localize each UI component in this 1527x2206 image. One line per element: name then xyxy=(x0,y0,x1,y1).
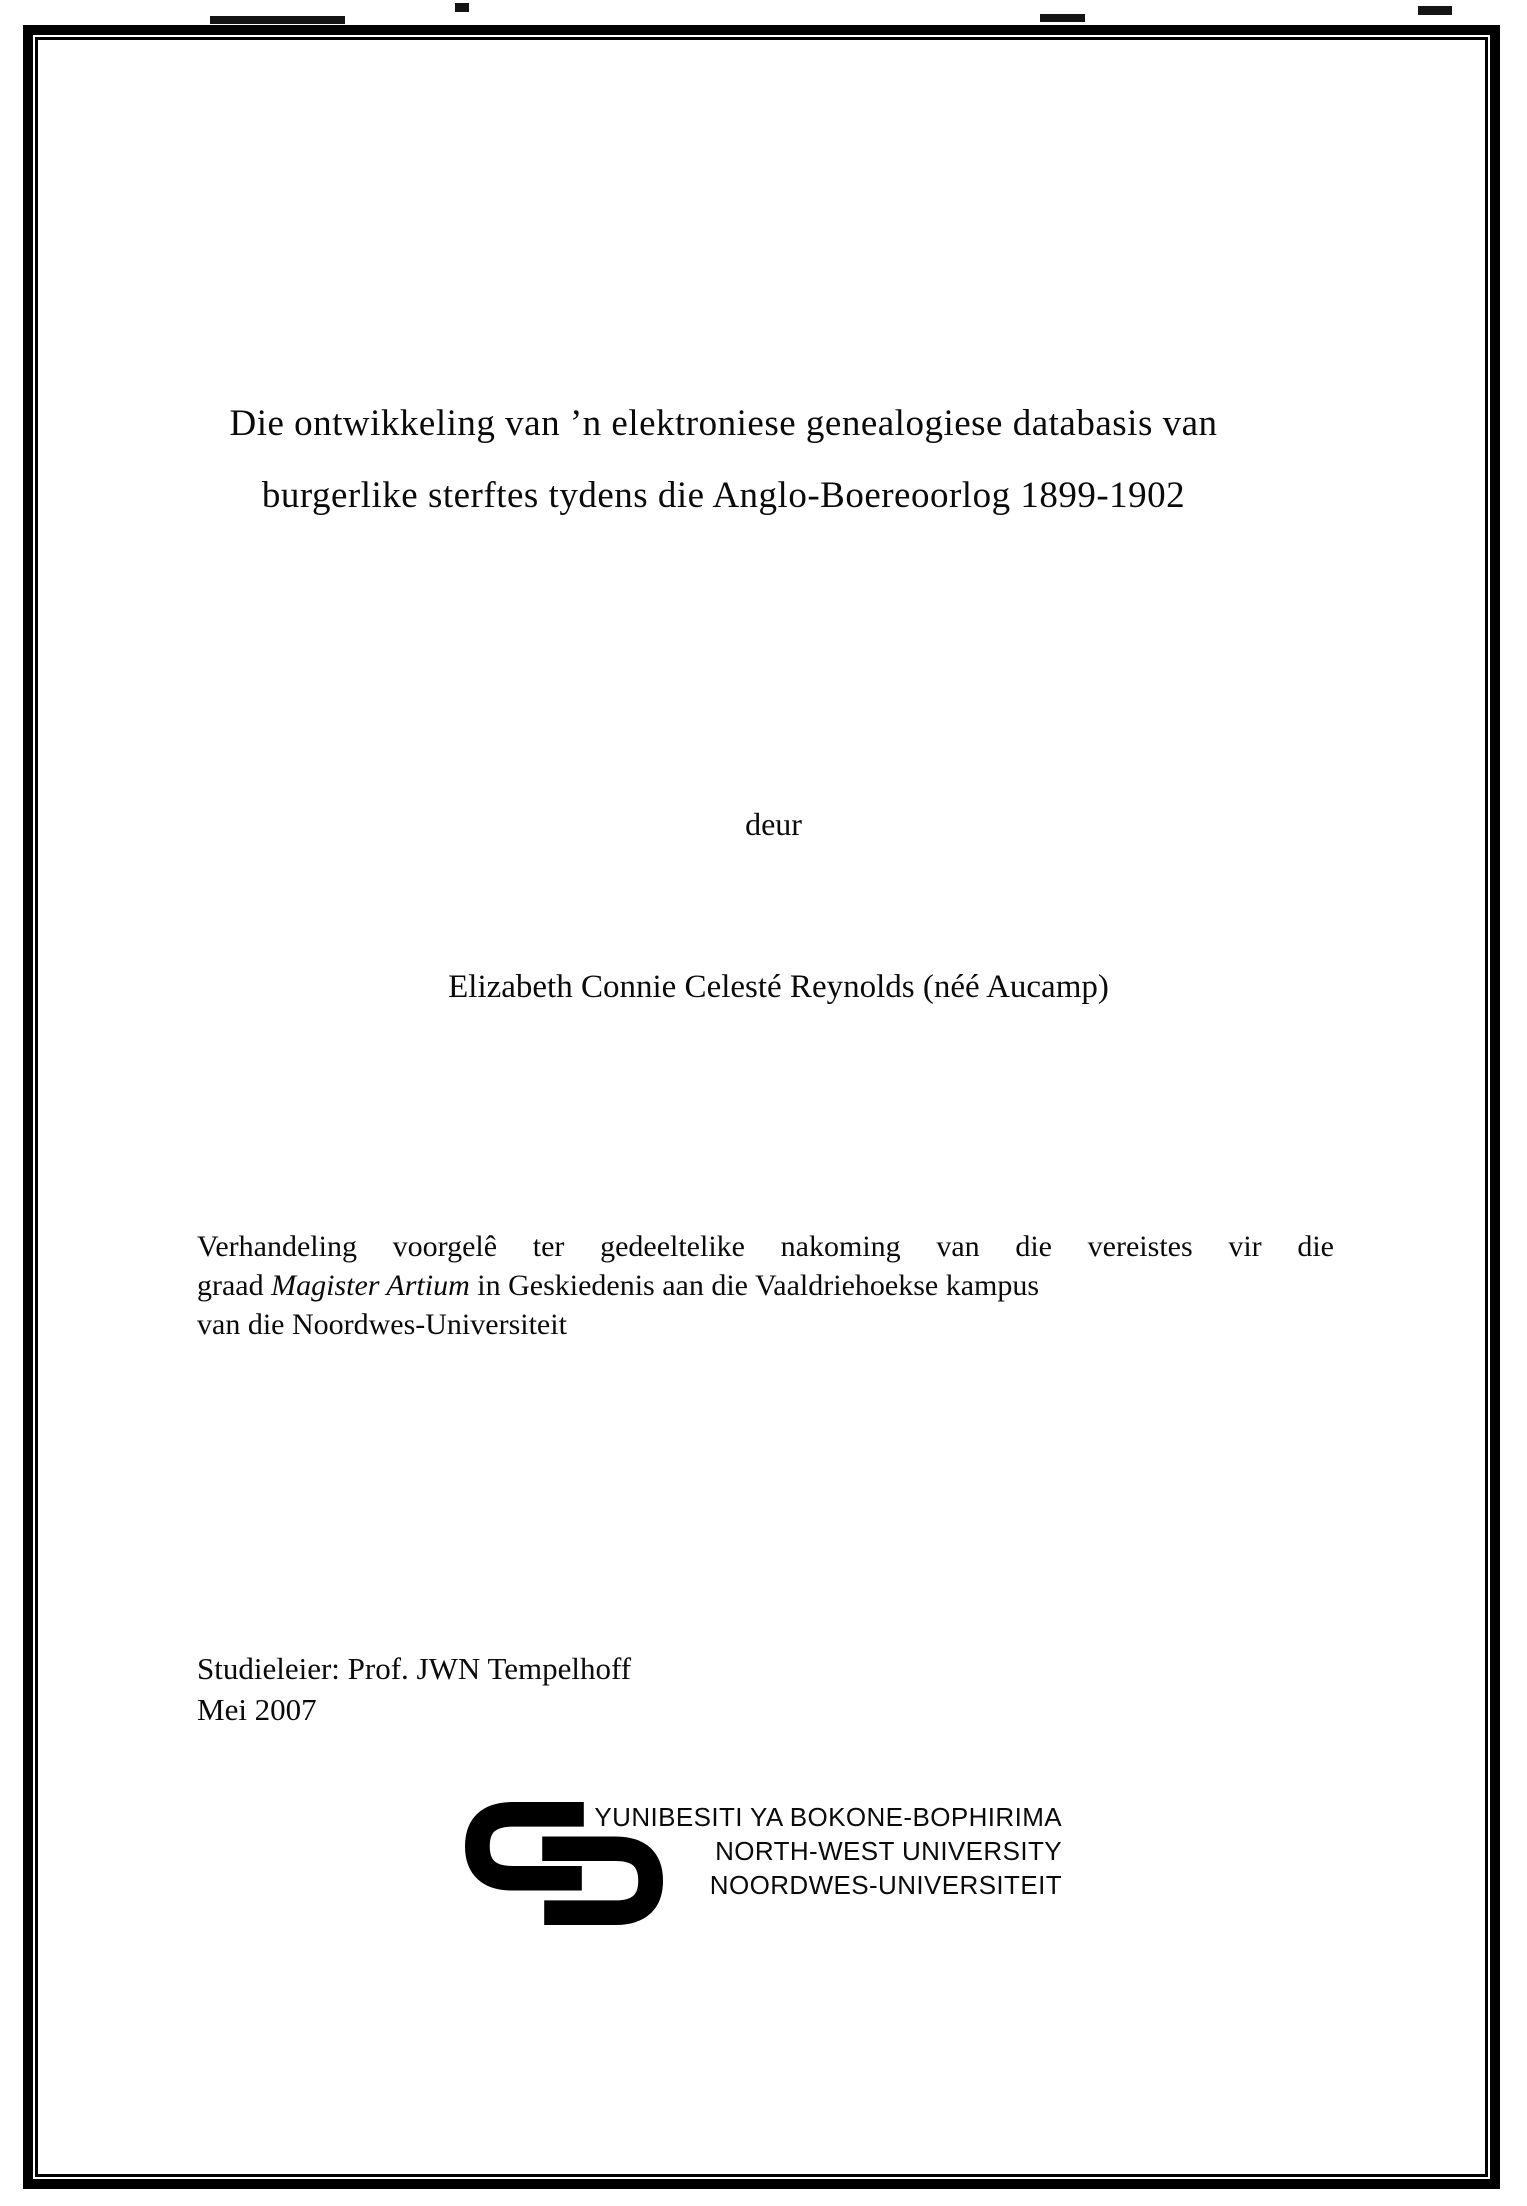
supervision-block xyxy=(197,1648,631,1730)
scan-artifact xyxy=(1418,6,1452,15)
date-line: Mei 2007 xyxy=(197,1692,317,1727)
university-name-setswana: YUNIBESITI YA BOKONE-BOPHIRIMA xyxy=(594,1802,1062,1832)
degree-declaration xyxy=(197,1227,1334,1344)
scan-artifact xyxy=(1040,14,1085,22)
degree-name-italic: Magister Artium xyxy=(271,1269,470,1302)
title-line-1: Die ontwikkeling van ’n elektroniese genealogiese databasis van xyxy=(229,403,1218,444)
scan-artifact xyxy=(455,3,469,12)
page-title xyxy=(40,388,1407,532)
university-name-afrikaans: NOORDWES-UNIVERSITEIT xyxy=(709,1870,1062,1900)
scan-artifact xyxy=(210,16,345,24)
declaration-line-3: van die Noordwes-Universiteit xyxy=(197,1308,567,1341)
university-name-english: NORTH-WEST UNIVERSITY xyxy=(715,1836,1062,1866)
title-line-2: burgerlike sterftes tydens die Anglo-Boereoorlog 1899-1902 xyxy=(261,475,1186,516)
byline-preposition: deur xyxy=(745,806,802,842)
declaration-line-2 xyxy=(197,1266,1334,1305)
author-name: Elizabeth Connie Celesté Reynolds (néé Aucamp) xyxy=(448,969,1109,1005)
declaration-line-2-suffix: in Geskiedenis aan die Vaaldriehoekse kampus xyxy=(469,1269,1040,1302)
declaration-line-2-prefix: graad xyxy=(197,1269,272,1302)
university-wordmark xyxy=(594,1800,1062,1902)
declaration-line-1: Verhandeling voorgelê ter gedeeltelike nakoming van die vereistes vir die xyxy=(197,1230,1334,1263)
supervisor-line: Studieleier: Prof. JWN Tempelhoff xyxy=(197,1651,632,1686)
